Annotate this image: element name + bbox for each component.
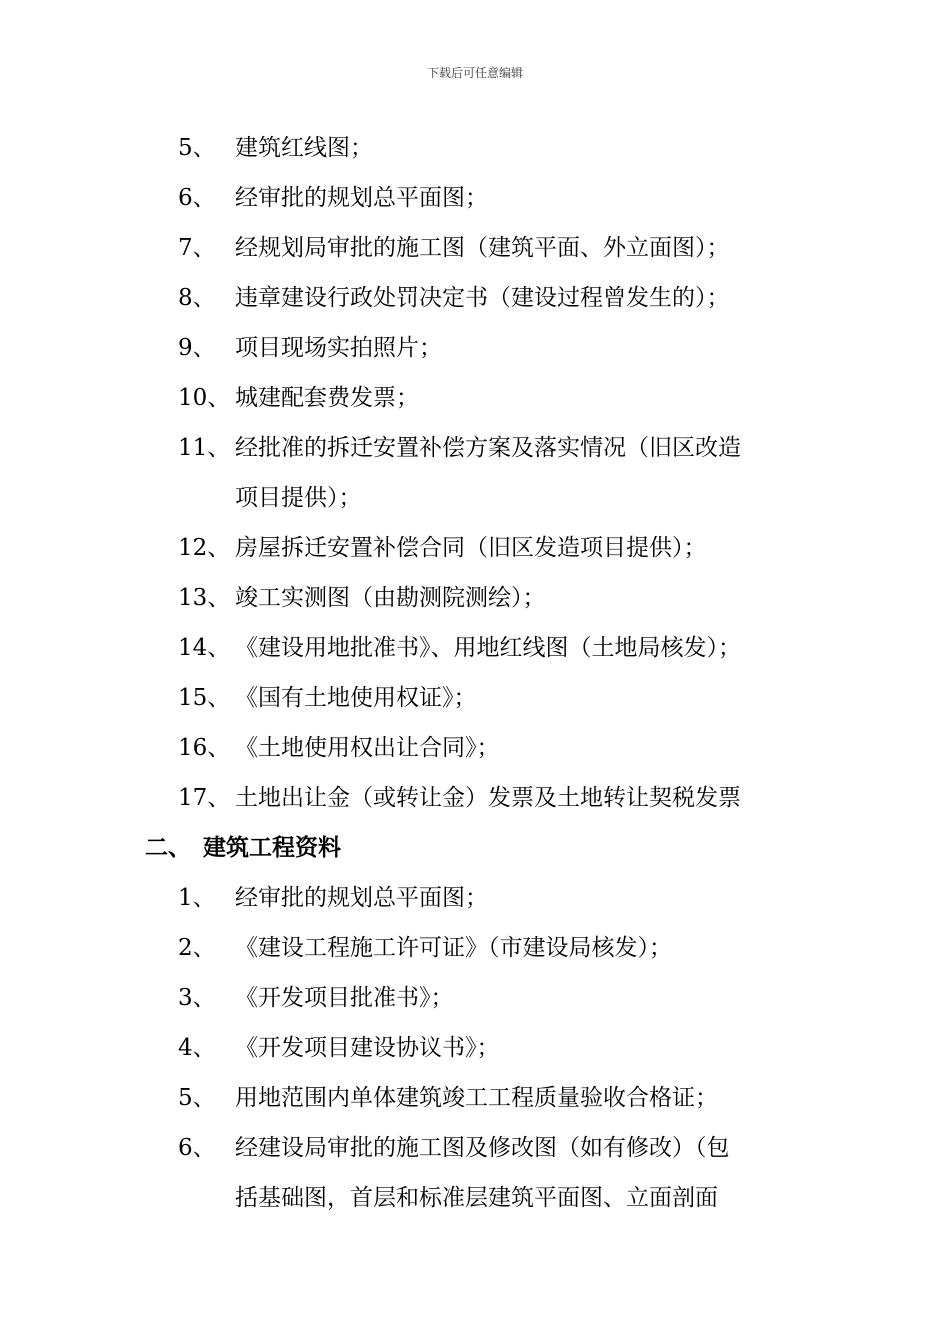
item-text: 经建设局审批的施工图及修改图（如有修改）（包: [235, 1135, 730, 1161]
item-number: 3、: [178, 985, 216, 1011]
list-item: [178, 523, 818, 573]
list-item: [178, 673, 818, 723]
item-number: 10、: [178, 385, 231, 411]
item-text: 竣工实测图（由勘测院测绘）；: [235, 585, 546, 611]
item-text: 《土地使用权出让合同》；: [235, 735, 500, 761]
item-number: 17、: [178, 785, 231, 811]
list-item: [178, 373, 818, 423]
item-number: 11、: [178, 435, 231, 461]
item-number: 16、: [178, 735, 231, 761]
item-number: 2、: [178, 935, 216, 961]
item-text: 违章建设行政处罚决定书（建设过程曾发生的）；: [235, 285, 730, 311]
section-title: 建筑工程资料: [203, 834, 341, 861]
item-text: 《开发项目批准书》；: [235, 985, 454, 1011]
list-item: [178, 223, 818, 273]
item-text: 《建设用地批准书》、用地红线图（土地局核发）；: [235, 635, 741, 661]
item-continuation: 括基础图，首层和标准层建筑平面图、立面剖面: [235, 1185, 718, 1211]
item-number: 7、: [178, 235, 216, 261]
item-number: 5、: [178, 1085, 216, 1111]
item-text: 用地范围内单体建筑竣工工程质量验收合格证；: [235, 1085, 718, 1111]
item-number: 15、: [178, 685, 231, 711]
item-text: 城建配套费发票；: [235, 385, 419, 411]
section-number: 二、: [145, 834, 191, 861]
list-item: [178, 323, 818, 373]
item-text: 建筑红线图；: [235, 135, 373, 161]
list-item: [178, 123, 818, 173]
list-item: [178, 1123, 818, 1173]
item-number: 6、: [178, 185, 216, 211]
item-text: 经审批的规划总平面图；: [235, 885, 488, 911]
list-item: [178, 773, 818, 823]
item-number: 13、: [178, 585, 231, 611]
item-text: 经审批的规划总平面图；: [235, 185, 488, 211]
item-number: 4、: [178, 1035, 216, 1061]
item-text: 经规划局审批的施工图（建筑平面、外立面图）；: [235, 235, 730, 261]
list-item: [178, 273, 818, 323]
item-number: 1、: [178, 885, 216, 911]
page-header: 下载后可任意编辑: [426, 66, 523, 80]
list-item: [178, 173, 818, 223]
list-item: [178, 1073, 818, 1123]
item-text: 土地出让金（或转让金）发票及土地转让契税发票: [235, 785, 741, 811]
item-text: 《国有土地使用权证》；: [235, 685, 477, 711]
item-continuation: 项目提供）；: [235, 485, 362, 511]
list-item: [178, 623, 818, 673]
item-number: 12、: [178, 535, 231, 561]
item-text: 《开发项目建设协议书》；: [235, 1035, 500, 1061]
item-number: 6、: [178, 1135, 216, 1161]
item-number: 14、: [178, 635, 231, 661]
section-heading: [145, 823, 341, 873]
item-text: 项目现场实拍照片；: [235, 335, 442, 361]
item-number: 8、: [178, 285, 216, 311]
item-text: 经批准的拆迁安置补偿方案及落实情况（旧区改造: [235, 435, 741, 461]
item-number: 5、: [178, 135, 216, 161]
list-item: [178, 423, 818, 473]
item-text: 房屋拆迁安置补偿合同（旧区发造项目提供）；: [235, 535, 707, 561]
list-item: [178, 1023, 818, 1073]
list-item: [178, 873, 818, 923]
item-number: 9、: [178, 335, 216, 361]
list-item: [178, 723, 818, 773]
list-item: [178, 923, 818, 973]
list-item: [178, 573, 818, 623]
item-text: 《建设工程施工许可证》（市建设局核发）；: [235, 935, 672, 961]
list-item: [178, 973, 818, 1023]
